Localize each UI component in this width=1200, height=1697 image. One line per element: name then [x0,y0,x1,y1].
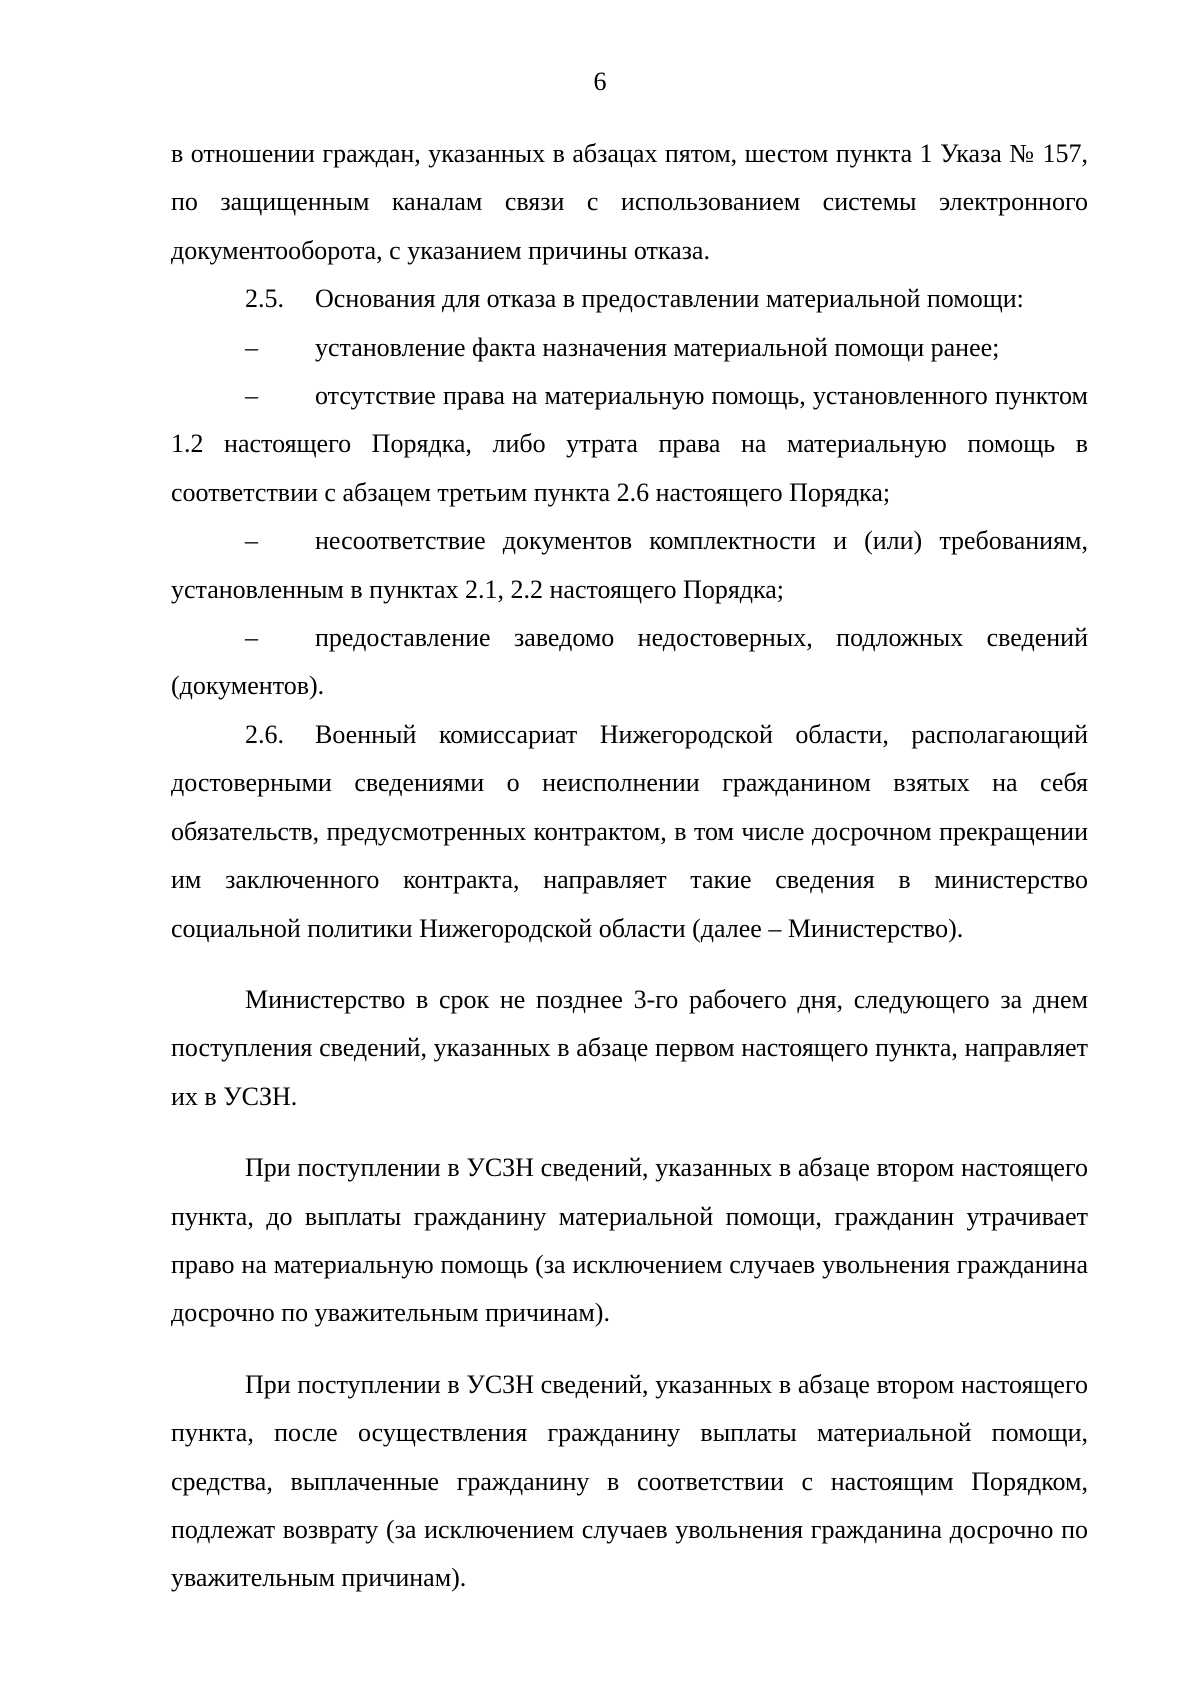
section-number: 2.5. [245,284,284,314]
section-number: 2.6. [245,719,284,749]
dash-marker: – [245,381,258,411]
paragraph-refusal-continuation: в отношении граждан, указанных в абзацах пятом, шестом пункта 1 Указа № 157, по защищенным каналам связи с использованием системы электронного документооборота, с указанием причины отказа. [171,139,1088,265]
list-item [171,517,1088,614]
list-item-text: несоответствие документов комплектности и (или) требованиям, установленным в пунктах 2.1, 2.2 настоящего Порядка; [171,526,1088,604]
page-number: 6 [593,67,607,96]
list-item [171,614,1088,711]
section-2-6 [171,711,1088,953]
list-item-text: отсутствие права на материальную помощь, установленного пунктом 1.2 настоящего Порядка, либо утрата права на материальную помощь в соответствии с абзацем третьим пункта 2.6 настоящего Порядка; [171,381,1088,507]
dash-marker: – [245,526,258,556]
list-item-text: предоставление заведомо недостоверных, подложных сведений (документов). [171,623,1088,701]
paragraph-before-payment: При поступлении в УСЗН сведений, указанных в абзаце втором настоящего пункта, до выплаты гражданину материальной помощи, гражданин утрачивает право на материальную помощь (за исключением случаев увольнения гражданина досрочно по уважительным причинам). [171,1153,1088,1328]
list-item [171,324,1088,372]
section-text: Основания для отказа в предоставлении материальной помощи: [315,284,1024,314]
section-2-5 [171,275,1088,323]
dash-marker: – [245,623,258,653]
list-item-text: установление факта назначения материальной помощи ранее; [315,332,1000,362]
document-body [171,130,1088,1603]
paragraph-ministry-deadline: Министерство в срок не позднее 3-го рабочего дня, следующего за днем поступления сведений, указанных в абзаце первом настоящего пункта, направляет их в УСЗН. [171,984,1088,1111]
list-item [171,372,1088,517]
paragraph-after-payment: При поступлении в УСЗН сведений, указанных в абзаце втором настоящего пункта, после осуществления гражданину выплаты материальной помощи, средства, выплаченные гражданину в соответствии с настоящим Порядком, подлежат возврату (за исключением случаев увольнения гражданина досрочно по уважительным причинам). [171,1369,1088,1593]
section-text: Военный комиссариат Нижегородской области, располагающий достоверными сведениями о неисполнении гражданином взятых на себя обязательств, предусмотренных контрактом, в том числе досрочном прекращении им заключенного контракта, направляет такие сведения в министерство социальной политики Нижегородской области (далее – Министерство). [171,719,1088,943]
dash-marker: – [245,332,258,362]
